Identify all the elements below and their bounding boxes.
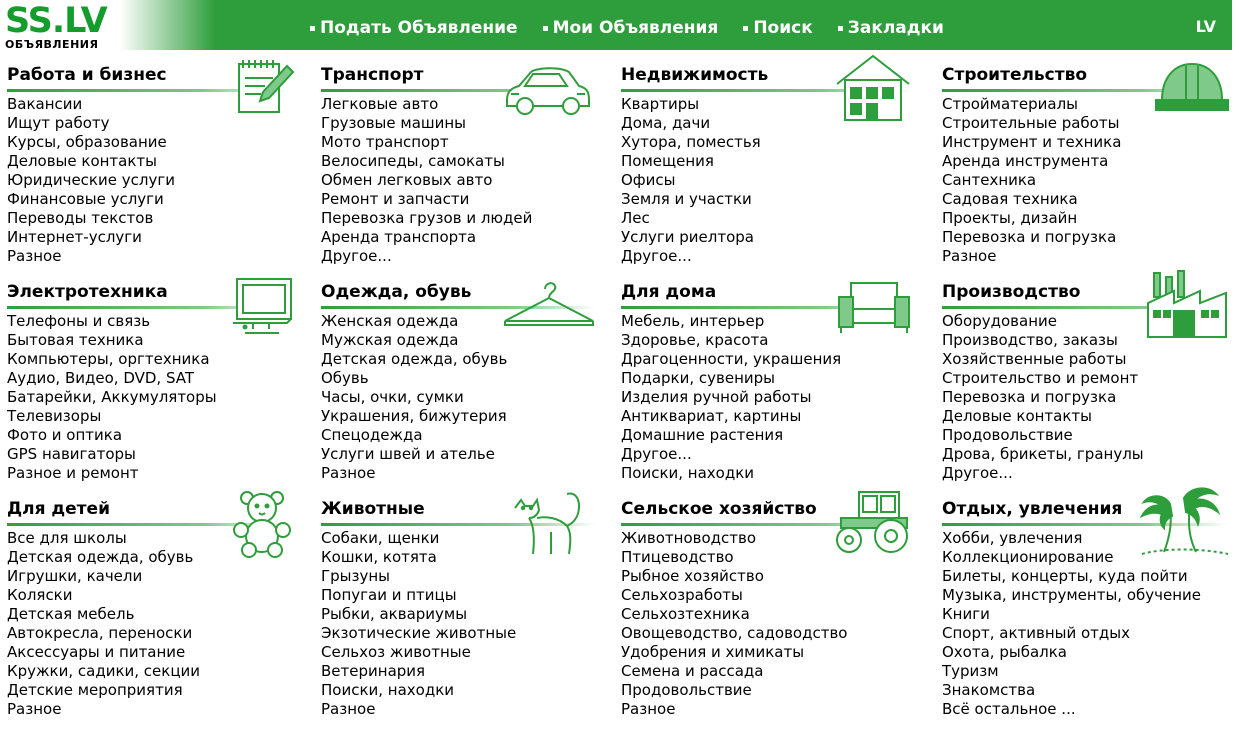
category-title[interactable]: Недвижимость (621, 65, 769, 85)
subcategory-link[interactable]: Хутора, поместья (621, 133, 761, 151)
car-icon (501, 60, 593, 122)
subcategory-link[interactable]: Туризм (942, 662, 999, 680)
subcategory-list (7, 95, 175, 266)
subcategory-link[interactable]: Коллекционирование (942, 548, 1114, 566)
subcategory-link[interactable]: Фото и оптика (7, 426, 123, 444)
subcategory-link[interactable]: Детская одежда, обувь (321, 350, 508, 368)
subcategory-link[interactable]: Мебель, интерьер (621, 312, 765, 330)
subcategory-link[interactable]: Билеты, концерты, куда пойти (942, 567, 1188, 585)
main-nav (310, 17, 969, 39)
subcategory-link[interactable]: Деловые контакты (942, 407, 1093, 425)
subcategory-link[interactable]: Перевозка и погрузка (942, 228, 1117, 246)
subcategory-link[interactable]: Аксессуары и питание (7, 643, 186, 661)
subcategory-link[interactable]: Овощеводство, садоводство (621, 624, 848, 642)
subcategory-link[interactable]: GPS навигаторы (7, 445, 136, 463)
subcategory-list (621, 312, 841, 483)
subcategory-link[interactable]: Инструмент и техника (942, 133, 1122, 151)
subcategory-link[interactable]: Женская одежда (321, 312, 459, 330)
hanger-icon (501, 277, 597, 329)
subcategory-link[interactable]: Дрова, брикеты, гранулы (942, 445, 1144, 463)
subcategory-link[interactable]: Курсы, образование (7, 133, 167, 151)
subcategory-link[interactable]: Поиски, находки (321, 681, 455, 699)
subcategory-link[interactable]: Аренда инструмента (942, 152, 1109, 170)
subcategory-link[interactable]: Перевозка и погрузка (942, 388, 1117, 406)
subcategory-link[interactable]: Детская одежда, обувь (7, 548, 194, 566)
subcategory-link[interactable]: Садовая техника (942, 190, 1078, 208)
subcategory-list (7, 312, 217, 483)
subcategory-list (942, 95, 1121, 266)
top-header-bar (0, 0, 1232, 50)
subcategory-link[interactable]: Обувь (321, 369, 369, 387)
subcategory-link[interactable]: Грызуны (321, 567, 391, 585)
subcategory-link[interactable]: Экзотические животные (321, 624, 517, 642)
subcategory-link[interactable]: Сантехника (942, 171, 1037, 189)
subcategory-link[interactable]: Оборудование (942, 312, 1057, 330)
subcategory-list (7, 529, 200, 719)
subcategory-link[interactable]: Разное (321, 464, 376, 482)
teddy-bear-icon (229, 490, 295, 558)
subcategory-link[interactable]: Другое... (621, 247, 692, 265)
cat-icon (511, 488, 585, 558)
subcategory-link[interactable]: Изделия ручной работы (621, 388, 812, 406)
subcategory-link[interactable]: Земля и участки (621, 190, 752, 208)
subcategory-link[interactable]: Разное и ремонт (7, 464, 139, 482)
subcategory-link[interactable]: Птицеводство (621, 548, 734, 566)
subcategory-link[interactable]: Все для школы (7, 529, 127, 547)
category-title[interactable]: Производство (942, 282, 1081, 302)
logo-text: SS.LV (5, 1, 107, 41)
subcategory-link[interactable]: Телевизоры (7, 407, 102, 425)
subcategory-link[interactable]: Всё остальное ... (942, 700, 1076, 718)
subcategory-link[interactable]: Собаки, щенки (321, 529, 440, 547)
subcategory-link[interactable]: Деловые контакты (7, 152, 158, 170)
subcategory-link[interactable]: Драгоценности, украшения (621, 350, 842, 368)
nav-bullet-icon (838, 26, 843, 31)
subcategory-link[interactable]: Другое... (942, 464, 1013, 482)
subcategory-link[interactable]: Интернет-услуги (7, 228, 142, 246)
subcategory-link[interactable]: Часы, очки, сумки (321, 388, 464, 406)
nav-bookmarks[interactable] (838, 17, 944, 39)
subcategory-link[interactable]: Строительные работы (942, 114, 1120, 132)
nav-bullet-icon (743, 26, 748, 31)
house-icon (833, 52, 913, 124)
subcategory-link[interactable]: Музыка, инструменты, обучение (942, 586, 1202, 604)
subcategory-link[interactable]: Велосипеды, самокаты (321, 152, 505, 170)
palm-trees-icon (1140, 484, 1230, 560)
subcategory-link[interactable]: Телефоны и связь (7, 312, 151, 330)
category-title[interactable]: Одежда, обувь (321, 282, 472, 302)
site-logo[interactable] (5, 2, 107, 50)
subcategory-link[interactable]: Игрушки, качели (7, 567, 143, 585)
nav-label: Закладки (847, 18, 944, 38)
subcategory-link[interactable]: Ремонт и запчасти (321, 190, 470, 208)
subcategory-list (621, 529, 848, 719)
subcategory-link[interactable]: Удобрения и химикаты (621, 643, 805, 661)
subcategory-link[interactable]: Знакомства (942, 681, 1036, 699)
subcategory-link[interactable]: Подарки, сувениры (621, 369, 775, 387)
subcategory-list (321, 529, 516, 719)
nav-bullet-icon (543, 26, 548, 31)
subcategory-link[interactable]: Проекты, дизайн (942, 209, 1078, 227)
subcategory-link[interactable]: Ветеринария (321, 662, 426, 680)
subcategory-link[interactable]: Семена и рассада (621, 662, 764, 680)
subcategory-link[interactable]: Антиквариат, картины (621, 407, 802, 425)
subcategory-link[interactable]: Хозяйственные работы (942, 350, 1127, 368)
subcategory-link[interactable]: Детская мебель (7, 605, 135, 623)
category-title[interactable]: Электротехника (7, 282, 168, 302)
subcategory-link[interactable]: Квартиры (621, 95, 700, 113)
subcategory-link[interactable]: Спорт, активный отдых (942, 624, 1131, 642)
subcategory-link[interactable]: Продовольствие (942, 426, 1073, 444)
category-title[interactable]: Транспорт (321, 65, 424, 85)
subcategory-link[interactable]: Разное (321, 700, 376, 718)
subcategory-link[interactable]: Батарейки, Аккумуляторы (7, 388, 217, 406)
subcategory-link[interactable]: Финансовые услуги (7, 190, 164, 208)
subcategory-link[interactable]: Услуги риелтора (621, 228, 754, 246)
category-title[interactable]: Для детей (7, 499, 110, 519)
subcategory-link[interactable]: Сельхозтехника (621, 605, 750, 623)
subcategory-link[interactable]: Детские мероприятия (7, 681, 183, 699)
nav-search[interactable] (743, 17, 812, 39)
subcategory-link[interactable]: Разное (7, 247, 62, 265)
subcategory-link[interactable]: Ищут работу (7, 114, 110, 132)
subcategory-link[interactable]: Легковые авто (321, 95, 439, 113)
subcategory-link[interactable]: Переводы текстов (7, 209, 154, 227)
subcategory-link[interactable]: Кружки, садики, секции (7, 662, 201, 680)
subcategory-link[interactable]: Бытовая техника (7, 331, 144, 349)
subcategory-link[interactable]: Дома, дачи (621, 114, 711, 132)
category-title[interactable]: Животные (321, 499, 425, 519)
subcategory-link[interactable]: Коляски (7, 586, 73, 604)
factory-icon (1144, 267, 1230, 339)
subcategory-link[interactable]: Строительство и ремонт (942, 369, 1139, 387)
subcategory-list (621, 95, 761, 266)
armchair-icon (835, 275, 913, 335)
nav-label: Поиск (753, 18, 813, 38)
subcategory-link[interactable]: Животноводство (621, 529, 757, 547)
subcategory-list (942, 312, 1144, 483)
nav-label: Подать Объявление (320, 18, 518, 38)
subcategory-link[interactable]: Другое... (321, 247, 392, 265)
category-title[interactable]: Сельское хозяйство (621, 499, 817, 519)
subcategory-link[interactable]: Автокресла, переноски (7, 624, 193, 642)
subcategory-link[interactable]: Вакансии (7, 95, 83, 113)
subcategory-link[interactable]: Лес (621, 209, 650, 227)
subcategory-link[interactable]: Сельхоз животные (321, 643, 471, 661)
subcategory-link[interactable]: Грузовые машины (321, 114, 467, 132)
subcategory-link[interactable]: Книги (942, 605, 990, 623)
subcategory-link[interactable]: Помещения (621, 152, 714, 170)
nav-post-ad[interactable] (310, 17, 518, 39)
subcategory-link[interactable]: Юридические услуги (7, 171, 175, 189)
subcategory-link[interactable]: Компьютеры, оргтехника (7, 350, 210, 368)
subcategory-link[interactable]: Обмен легковых авто (321, 171, 493, 189)
subcategory-link[interactable]: Домашние растения (621, 426, 784, 444)
subcategory-link[interactable]: Офисы (621, 171, 676, 189)
subcategory-link[interactable]: Поиски, находки (621, 464, 755, 482)
subcategory-link[interactable]: Услуги швей и ателье (321, 445, 495, 463)
subcategory-link[interactable]: Хобби, увлечения (942, 529, 1083, 547)
monitor-icon (229, 275, 295, 341)
subcategory-link[interactable]: Украшения, бижутерия (321, 407, 507, 425)
notepad-pencil-icon (235, 56, 297, 116)
subcategory-link[interactable]: Продовольствие (621, 681, 752, 699)
subcategory-link[interactable]: Аренда транспорта (321, 228, 477, 246)
subcategory-link[interactable]: Разное (7, 700, 62, 718)
subcategory-link[interactable]: Разное (621, 700, 676, 718)
subcategory-link[interactable]: Другое... (621, 445, 692, 463)
category-title[interactable]: Для дома (621, 282, 717, 302)
nav-my-ads[interactable] (543, 17, 719, 39)
category-title[interactable]: Работа и бизнес (7, 65, 167, 85)
subcategory-link[interactable]: Перевозка грузов и людей (321, 209, 533, 227)
subcategory-link[interactable]: Кошки, котята (321, 548, 437, 566)
nav-label: Мои Объявления (552, 18, 719, 38)
language-switch-lv[interactable]: LV (1195, 17, 1216, 36)
subcategory-link[interactable]: Мото транспорт (321, 133, 449, 151)
subcategory-link[interactable]: Здоровье, красота (621, 331, 769, 349)
tractor-icon (829, 488, 915, 556)
subcategory-link[interactable]: Спецодежда (321, 426, 423, 444)
subcategory-link[interactable]: Разное (942, 247, 997, 265)
subcategory-link[interactable]: Рыбки, аквариумы (321, 605, 468, 623)
subcategory-link[interactable]: Аудио, Видео, DVD, SAT (7, 369, 195, 387)
subcategory-link[interactable]: Стройматериалы (942, 95, 1079, 113)
subcategory-link[interactable]: Охота, рыбалка (942, 643, 1067, 661)
category-title[interactable]: Строительство (942, 65, 1088, 85)
subcategory-list (321, 312, 507, 483)
subcategory-link[interactable]: Мужская одежда (321, 331, 459, 349)
nav-bullet-icon (310, 26, 315, 31)
hard-hat-icon (1152, 58, 1232, 120)
subcategory-link[interactable]: Попугаи и птицы (321, 586, 457, 604)
subcategory-link[interactable]: Сельхозработы (621, 586, 743, 604)
subcategory-link[interactable]: Производство, заказы (942, 331, 1118, 349)
category-title[interactable]: Отдых, увлечения (942, 499, 1123, 519)
logo-subtitle: ОБЪЯВЛЕНИЯ (5, 38, 99, 51)
subcategory-link[interactable]: Рыбное хозяйство (621, 567, 764, 585)
